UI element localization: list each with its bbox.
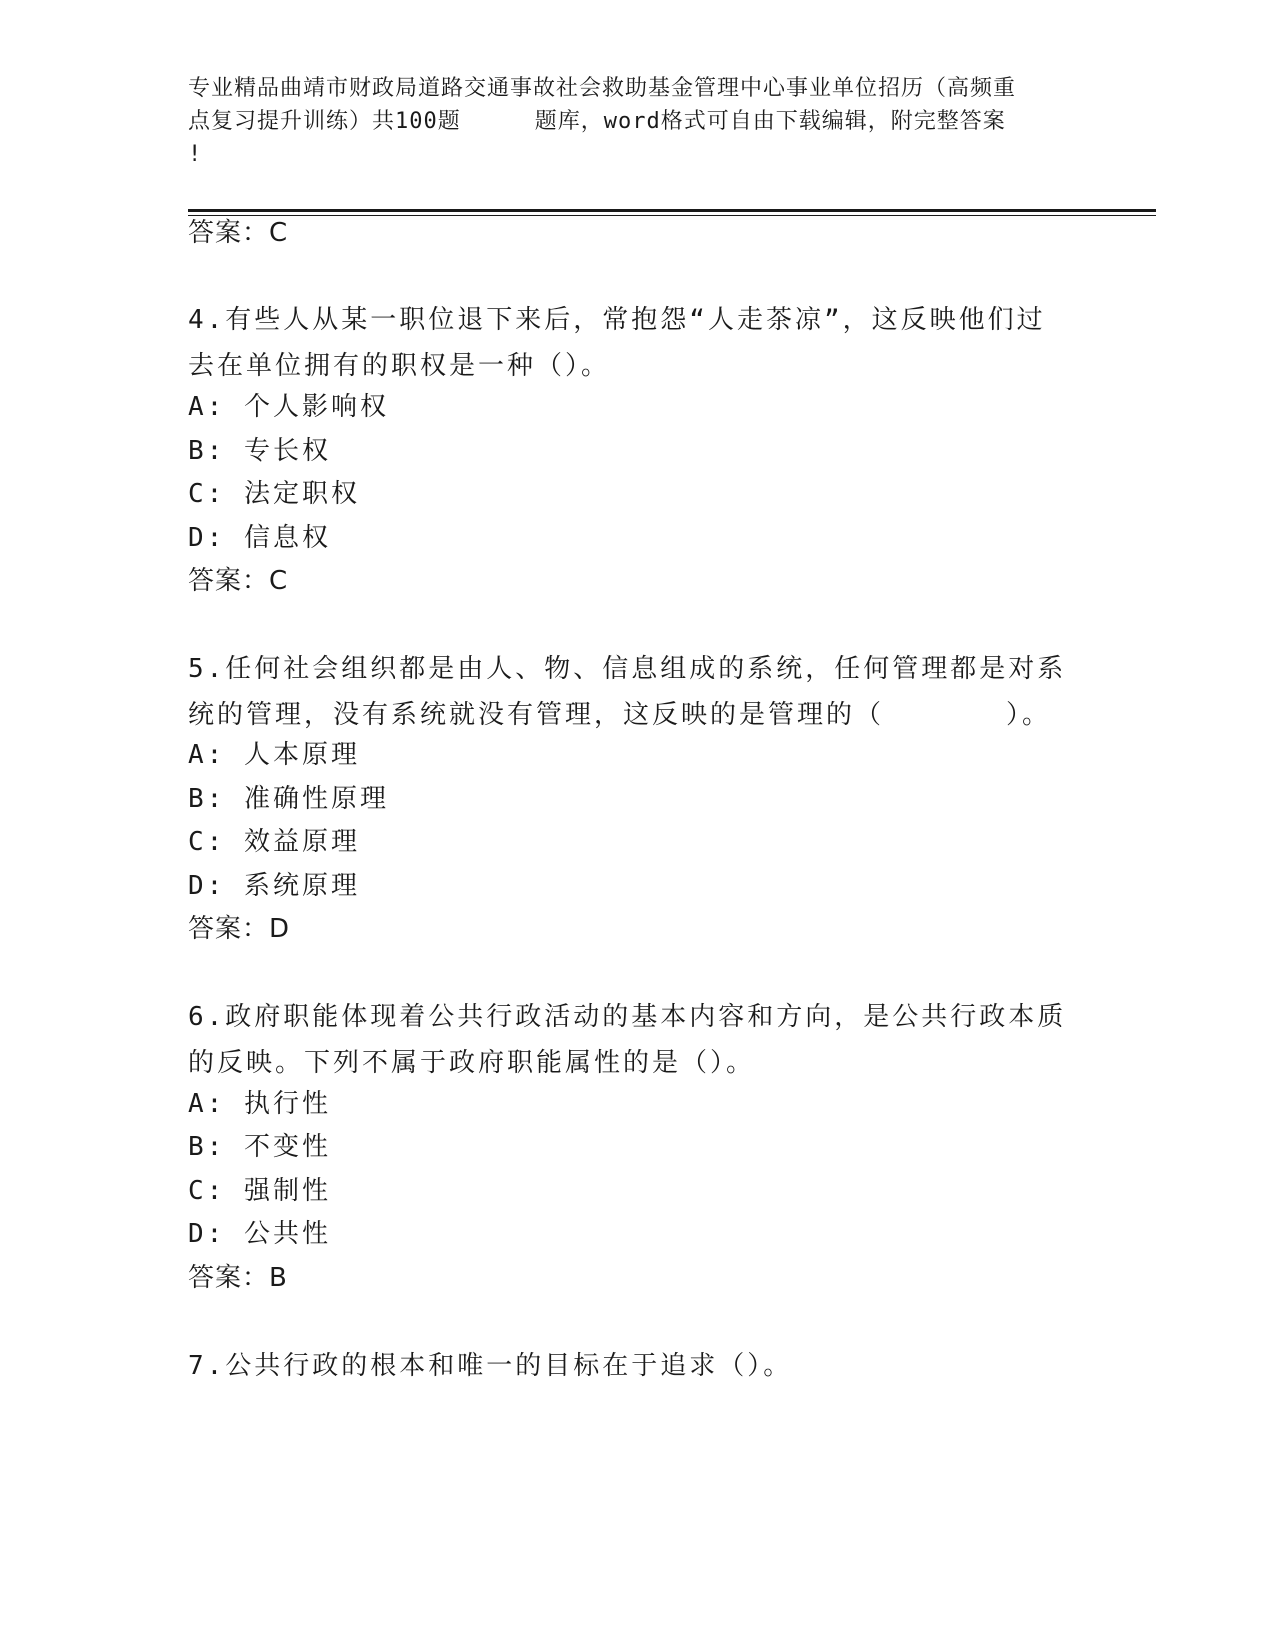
question-4-option-b: B: 专长权 bbox=[188, 436, 331, 466]
question-5-option-c: C: 效益原理 bbox=[188, 827, 360, 857]
header-line-1: 专业精品曲靖市财政局道路交通事故社会救助基金管理中心事业单位招历（高频重 bbox=[188, 76, 1017, 101]
question-4-line-1: 4.有些人从某一职位退下来后，常抱怨“人走茶凉”，这反映他们过 bbox=[188, 305, 1046, 335]
header-line-2-part-1: 点复习提升训练）共100题 bbox=[188, 109, 461, 134]
answer-q5: 答案：D bbox=[188, 914, 291, 944]
question-6-option-c: C: 强制性 bbox=[188, 1176, 331, 1206]
header-divider-thin bbox=[188, 215, 1156, 216]
question-5-option-d: D: 系统原理 bbox=[188, 871, 360, 901]
question-4-option-c: C: 法定职权 bbox=[188, 479, 360, 509]
question-4-option-a: A: 个人影响权 bbox=[188, 392, 389, 422]
question-7-line-1: 7.公共行政的根本和唯一的目标在于追求（）。 bbox=[188, 1351, 793, 1381]
question-5-line-2-part-1: 统的管理，没有系统就没有管理，这反映的是管理的（ bbox=[188, 700, 885, 730]
question-4 bbox=[188, 297, 1068, 389]
question-6-option-a: A: 执行性 bbox=[188, 1089, 331, 1119]
question-5-line-2-part-2: ）。 bbox=[1006, 700, 1052, 730]
question-5-option-b: B: 准确性原理 bbox=[188, 784, 389, 814]
header-line-3: ! bbox=[188, 142, 203, 167]
question-5-line-2 bbox=[188, 692, 1068, 738]
answer-q3: 答案：C bbox=[188, 218, 289, 248]
question-6-line-2: 的反映。下列不属于政府职能属性的是（）。 bbox=[188, 1048, 756, 1078]
question-5 bbox=[188, 646, 1068, 738]
answer-q6: 答案：B bbox=[188, 1263, 288, 1293]
document-header bbox=[188, 72, 1088, 171]
question-7 bbox=[188, 1343, 1068, 1389]
header-line-2 bbox=[188, 105, 1088, 138]
header-divider-thick bbox=[188, 209, 1156, 212]
question-4-line-2: 去在单位拥有的职权是一种（）。 bbox=[188, 351, 611, 381]
question-6-option-b: B: 不变性 bbox=[188, 1132, 331, 1162]
question-6-line-1: 6.政府职能体现着公共行政活动的基本内容和方向，是公共行政本质 bbox=[188, 1002, 1067, 1032]
question-6 bbox=[188, 994, 1068, 1086]
question-4-option-d: D: 信息权 bbox=[188, 523, 331, 553]
question-5-line-1: 5.任何社会组织都是由人、物、信息组成的系统，任何管理都是对系 bbox=[188, 654, 1067, 684]
header-line-2-part-2: 题库，word格式可自由下载编辑，附完整答案 bbox=[534, 109, 1006, 134]
answer-q4: 答案：C bbox=[188, 566, 289, 596]
question-5-option-a: A: 人本原理 bbox=[188, 740, 360, 770]
question-6-option-d: D: 公共性 bbox=[188, 1219, 331, 1249]
